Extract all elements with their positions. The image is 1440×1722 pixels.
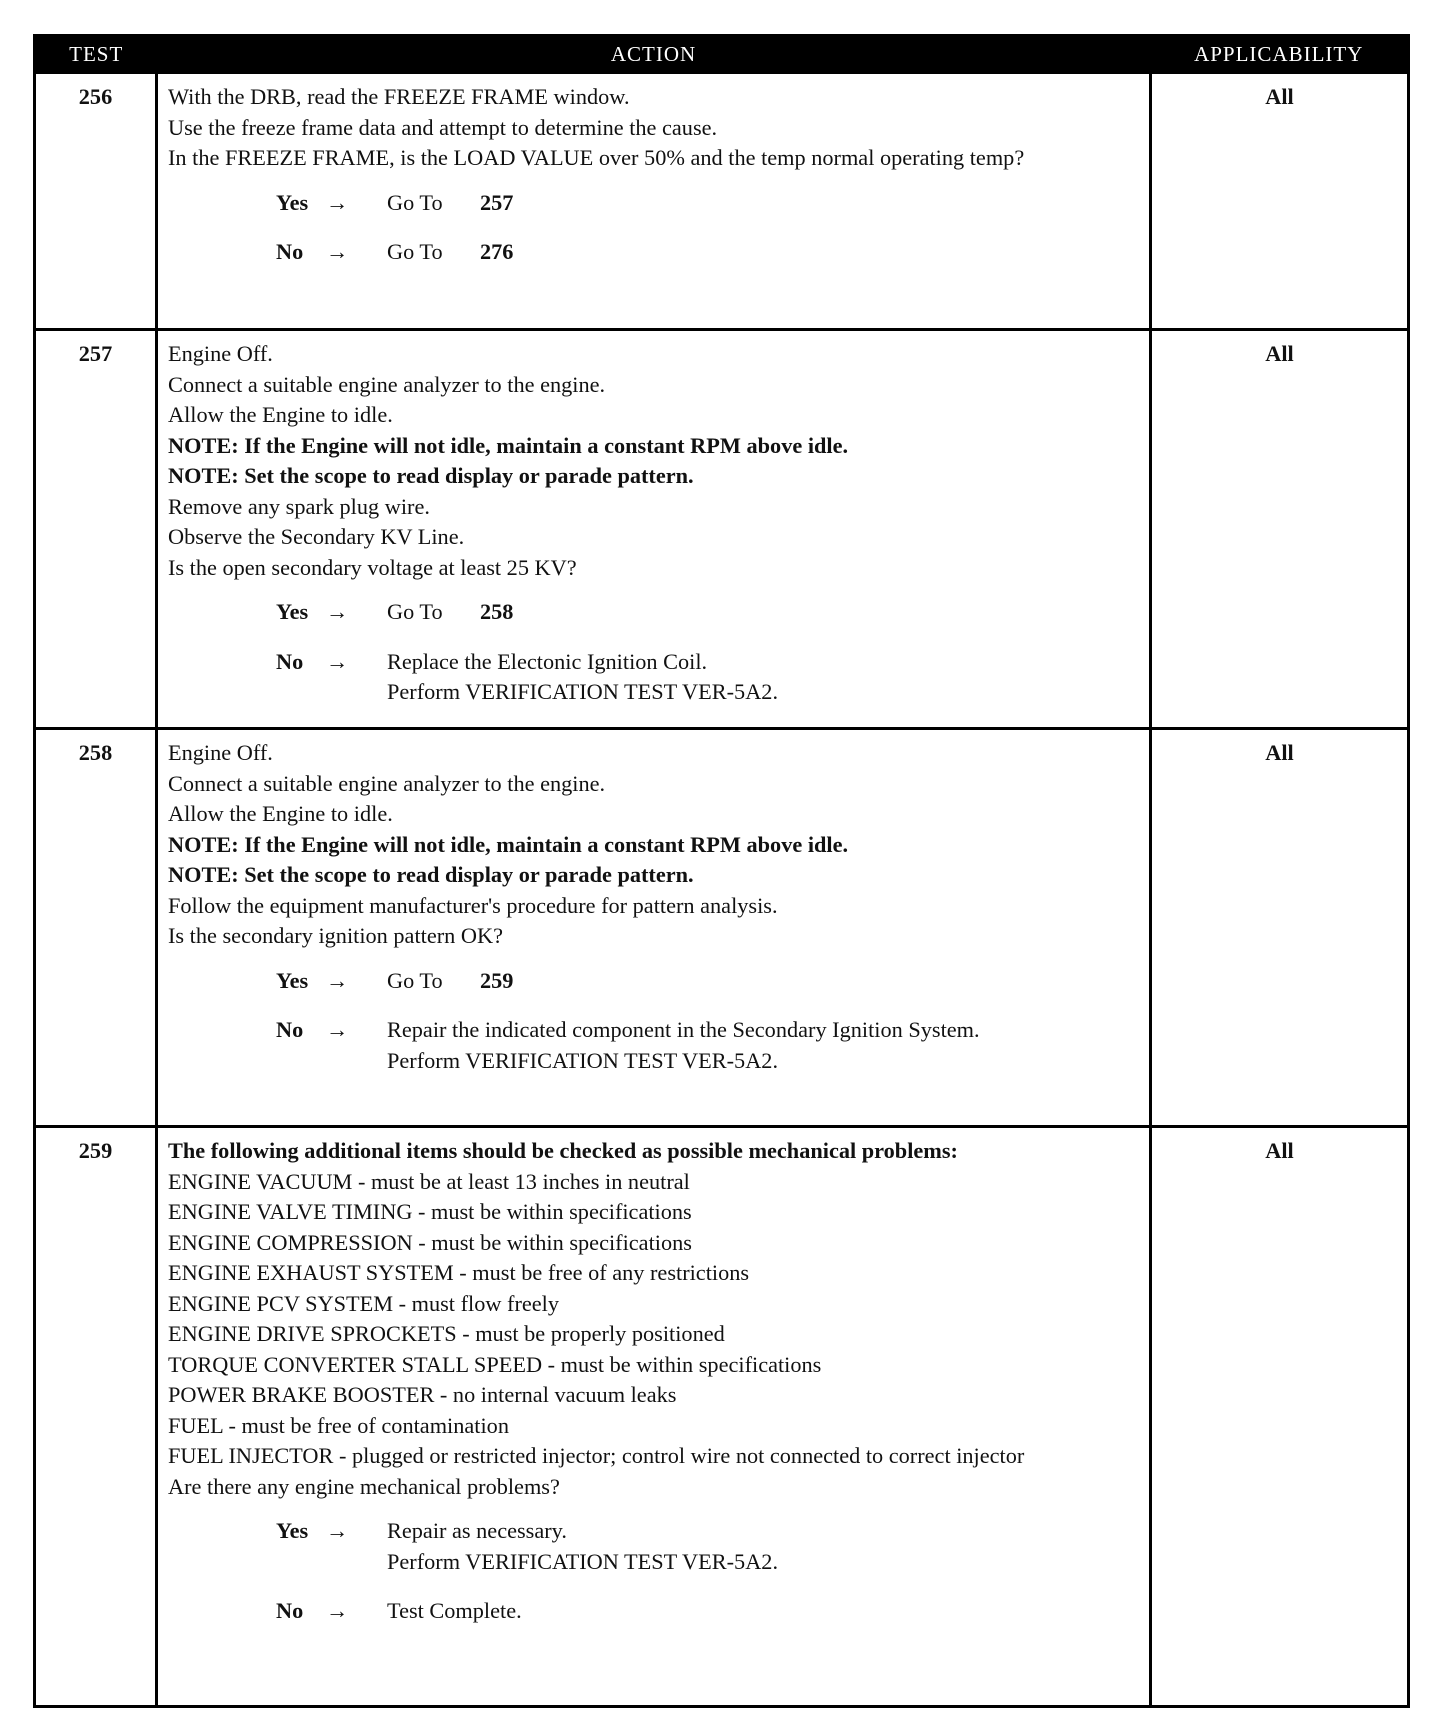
test-number: 257 bbox=[35, 330, 157, 729]
branch-text-line: Perform VERIFICATION TEST VER-5A2. bbox=[387, 1548, 779, 1574]
check-item: POWER BRAKE BOOSTER - no internal vacuum leaks bbox=[168, 1382, 677, 1407]
check-item: ENGINE VACUUM - must be at least 13 inches in neutral bbox=[168, 1168, 690, 1194]
goto-label: Go To bbox=[387, 967, 443, 993]
check-item: ENGINE PCV SYSTEM - must flow freely bbox=[168, 1290, 560, 1316]
branch-text-line: Replace the Electonic Ignition Coil. bbox=[387, 648, 708, 674]
applicability-cell: All bbox=[1151, 330, 1409, 729]
test-row-259 bbox=[35, 1127, 1409, 1707]
action-line: Allow the Engine to idle. bbox=[168, 801, 393, 826]
branch-text-line: Perform VERIFICATION TEST VER-5A2. bbox=[387, 1047, 779, 1073]
diagnostic-test-table bbox=[33, 34, 1410, 1708]
goto-label: Go To bbox=[387, 189, 443, 215]
branch-text-line: Repair as necessary. bbox=[387, 1518, 567, 1543]
action-line: Use the freeze frame data and attempt to determine the cause. bbox=[168, 114, 718, 140]
note-line: NOTE: If the Engine will not idle, maintain a constant RPM above idle. bbox=[168, 831, 849, 857]
action-line: Engine Off. bbox=[168, 740, 273, 765]
branch-text-line: Test Complete. bbox=[387, 1598, 522, 1623]
no-branch bbox=[168, 1596, 1141, 1627]
applicability-cell: All bbox=[1151, 73, 1409, 330]
action-line: With the DRB, read the FREEZE FRAME window. bbox=[168, 84, 630, 109]
yes-label: Yes bbox=[276, 1518, 309, 1543]
no-label: No bbox=[276, 1017, 304, 1042]
goto-label: Go To bbox=[387, 239, 443, 264]
branch-text-line: Perform VERIFICATION TEST VER-5A2. bbox=[387, 679, 779, 704]
action-line: In the FREEZE FRAME, is the LOAD VALUE over 50% and the temp normal operating temp? bbox=[168, 145, 1025, 170]
check-item: ENGINE COMPRESSION - must be within specifications bbox=[168, 1229, 692, 1255]
action-line: Follow the equipment manufacturer's procedure for pattern analysis. bbox=[168, 892, 778, 918]
right-arrow-icon: → bbox=[326, 239, 349, 264]
check-item: ENGINE VALVE TIMING - must be within specifications bbox=[168, 1199, 692, 1224]
check-item: ENGINE DRIVE SPROCKETS - must be properly positioned bbox=[168, 1321, 725, 1346]
header-test: TEST bbox=[35, 36, 157, 73]
test-number: 256 bbox=[35, 73, 157, 330]
intro-line: The following additional items should be checked as possible mechanical problems: bbox=[168, 1138, 958, 1163]
right-arrow-icon: → bbox=[326, 1518, 349, 1543]
right-arrow-icon: → bbox=[326, 1017, 349, 1042]
yes-branch bbox=[168, 597, 1141, 628]
action-cell bbox=[157, 729, 1151, 1127]
check-item: TORQUE CONVERTER STALL SPEED - must be within specifications bbox=[168, 1351, 822, 1377]
yes-label: Yes bbox=[276, 599, 309, 624]
table-header bbox=[35, 36, 1409, 73]
action-line: Allow the Engine to idle. bbox=[168, 402, 393, 427]
action-line: Engine Off. bbox=[168, 341, 273, 366]
check-item: ENGINE EXHAUST SYSTEM - must be free of any restrictions bbox=[168, 1260, 750, 1285]
check-item: FUEL - must be free of contamination bbox=[168, 1412, 509, 1438]
right-arrow-icon: → bbox=[326, 648, 349, 674]
no-label: No bbox=[276, 1598, 304, 1623]
yes-label: Yes bbox=[276, 189, 309, 215]
right-arrow-icon: → bbox=[326, 189, 349, 215]
check-item: FUEL INJECTOR - plugged or restricted injector; control wire not connected to correct injector bbox=[168, 1443, 1025, 1468]
no-branch bbox=[168, 647, 1141, 708]
no-branch bbox=[168, 237, 1141, 268]
action-line: Is the open secondary voltage at least 25 KV? bbox=[168, 554, 577, 580]
test-row-258 bbox=[35, 729, 1409, 1127]
branch-text bbox=[387, 1516, 1141, 1577]
action-line: Observe the Secondary KV Line. bbox=[168, 524, 465, 549]
action-line: Remove any spark plug wire. bbox=[168, 493, 430, 519]
goto-target: 257 bbox=[480, 189, 514, 215]
goto-target: 276 bbox=[480, 239, 514, 264]
action-cell bbox=[157, 73, 1151, 330]
right-arrow-icon: → bbox=[326, 967, 349, 993]
branch-text bbox=[387, 647, 1141, 708]
test-row-257 bbox=[35, 330, 1409, 729]
test-row-256 bbox=[35, 73, 1409, 330]
goto-target: 259 bbox=[480, 967, 514, 993]
note-line: NOTE: Set the scope to read display or parade pattern. bbox=[168, 862, 694, 887]
goto-label: Go To bbox=[387, 599, 443, 624]
applicability-cell: All bbox=[1151, 729, 1409, 1127]
right-arrow-icon: → bbox=[326, 1598, 349, 1623]
no-branch bbox=[168, 1015, 1141, 1076]
action-cell bbox=[157, 330, 1151, 729]
no-label: No bbox=[276, 239, 304, 264]
note-line: NOTE: Set the scope to read display or parade pattern. bbox=[168, 463, 694, 488]
goto-target: 258 bbox=[480, 599, 514, 624]
header-action: ACTION bbox=[157, 36, 1151, 73]
branch-text bbox=[387, 1015, 1141, 1076]
action-line: Connect a suitable engine analyzer to the engine. bbox=[168, 371, 606, 397]
yes-branch bbox=[168, 188, 1141, 219]
yes-label: Yes bbox=[276, 967, 309, 993]
yes-branch bbox=[168, 1516, 1141, 1577]
action-line: Connect a suitable engine analyzer to the engine. bbox=[168, 770, 606, 796]
action-line: Are there any engine mechanical problems? bbox=[168, 1473, 560, 1499]
test-number: 259 bbox=[35, 1127, 157, 1707]
header-applicability: APPLICABILITY bbox=[1151, 36, 1409, 73]
no-label: No bbox=[276, 648, 304, 674]
branch-text-line: Repair the indicated component in the Secondary Ignition System. bbox=[387, 1017, 980, 1042]
branch-text bbox=[387, 1596, 1141, 1627]
test-number: 258 bbox=[35, 729, 157, 1127]
note-line: NOTE: If the Engine will not idle, maintain a constant RPM above idle. bbox=[168, 432, 849, 458]
yes-branch bbox=[168, 966, 1141, 997]
action-line: Is the secondary ignition pattern OK? bbox=[168, 923, 503, 948]
applicability-cell: All bbox=[1151, 1127, 1409, 1707]
action-cell bbox=[157, 1127, 1151, 1707]
right-arrow-icon: → bbox=[326, 599, 349, 624]
